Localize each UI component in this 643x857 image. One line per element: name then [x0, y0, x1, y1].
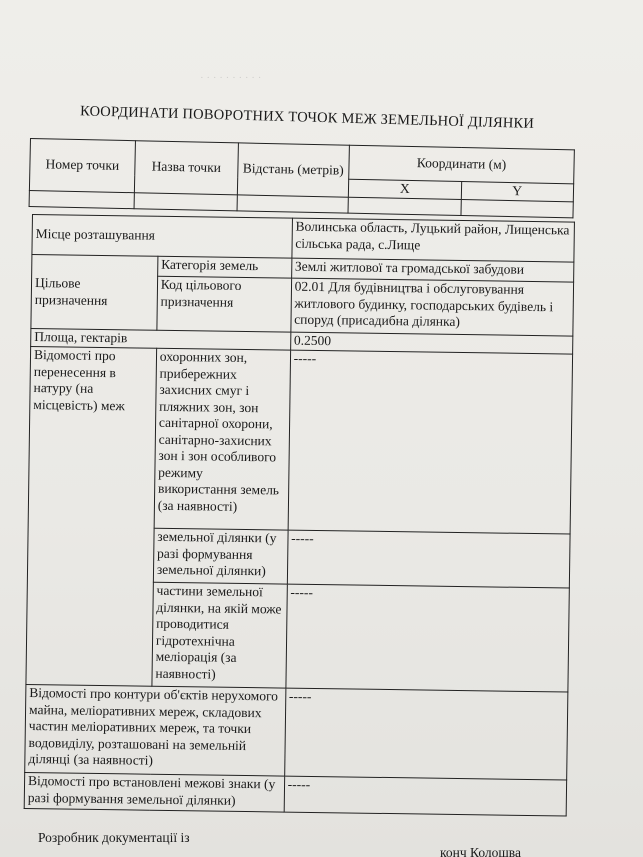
empty-cell: [348, 197, 461, 215]
zones-value: -----: [288, 350, 573, 534]
page-title: КООРДИНАТИ ПОВОРОТНИХ ТОЧОК МЕЖ ЗЕМЕЛЬНОЇ ДІЛЯНКИ: [79, 103, 535, 132]
boundary-signs-value: -----: [284, 776, 567, 816]
empty-cell: [29, 190, 134, 208]
land-category-label: Категорія земель: [157, 256, 291, 278]
zones-label: охоронних зон, прибережних захисних смуг і пляжних зон, зон санітарної охорони, санітарно-захисних зон і зон особливого режиму використання земель (за наявності): [154, 348, 290, 530]
boundary-signs-label: Відомості про встановлені межові знаки (у разі формування земельної ділянки): [24, 772, 284, 812]
plot-label: земельної ділянки (у разі формування земельної ділянки): [153, 528, 288, 584]
footer-surname: конч Колошва: [440, 845, 521, 857]
purpose-label: Цільове призначення: [31, 255, 158, 331]
coordinates-table: [29, 138, 575, 218]
header-point-name: Назва точки: [134, 141, 238, 195]
area-label: Площа, гектарів: [31, 328, 291, 350]
contours-value: -----: [284, 688, 568, 780]
plot-info-table: [24, 214, 575, 817]
empty-cell: [134, 192, 237, 210]
empty-cell: [460, 199, 573, 217]
bleed-through-text: · · · · · · · · · ·: [200, 72, 262, 84]
location-label: Місце розташування: [32, 215, 292, 259]
footer-developer: Розробник документації із: [38, 830, 190, 845]
header-x: X: [348, 179, 461, 199]
part-value: -----: [286, 584, 570, 692]
location-value: Волинська область, Луцький район, Лищенська сільська рада, с.Лище: [292, 218, 575, 262]
land-category-value: Землі житлової та громадської забудови: [291, 258, 574, 282]
header-point-number: Номер точки: [29, 139, 135, 193]
header-y: Y: [461, 182, 574, 202]
empty-cell: [237, 194, 349, 212]
header-coordinates: Координати (м): [349, 145, 575, 184]
plot-value: -----: [287, 530, 570, 588]
purpose-code-value: 02.01 Для будівництва і обслуговування житлового будинку, господарських будівель і споруд (присадибна ділянка): [291, 278, 574, 336]
contours-label: Відомості про контури об'єктів нерухомого майна, меліоративних мереж, складових частин меліоративних мереж, та точки водовиділу, розташовані на земельній ділянці (за наявності): [25, 684, 286, 776]
purpose-code-label: Код цільового призначення: [157, 276, 292, 332]
part-label: частини земельної ділянки, на якій може проводитися гідротехнічна меліорація (за наявності): [152, 582, 287, 688]
transfer-label: Відомості про перенесення в натуру (на місцевість) меж: [26, 346, 157, 686]
header-distance: Відстань (метрів): [237, 143, 349, 197]
area-value: 0.2500: [290, 332, 573, 354]
